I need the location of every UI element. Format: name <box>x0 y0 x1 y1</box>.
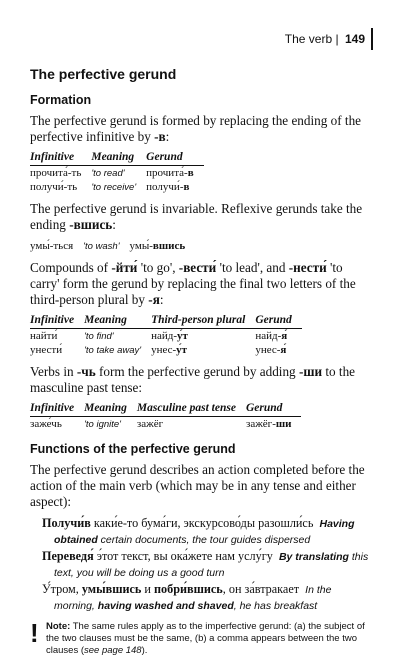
example-1: Получи́в каки́е-то бума́ги, экскурсово́ды разошли́сь Having obtained certain documents, the tour guides dispersed <box>42 516 355 546</box>
col-infinitive: Infinitive <box>30 151 75 163</box>
table-row: прочита́-ть 'to read' прочита́-в <box>30 167 194 179</box>
table-row: получи́-ть 'to receive' получи́-в <box>30 181 190 193</box>
col-infinitive: Infinitive <box>30 314 75 326</box>
table-row: умы́-ться 'to wash' умы́-вшись <box>30 240 186 252</box>
note-box <box>30 618 373 657</box>
functions-intro: The perfective gerund describes an action completed before the action of the main verb (which may be in any tense and either aspect): <box>30 462 365 509</box>
section-title: The perfective gerund <box>30 66 177 82</box>
running-title: The verb <box>284 32 333 46</box>
table-basic-gerund <box>30 151 204 194</box>
header-separator: | <box>335 32 339 46</box>
formation-heading: Formation <box>30 93 92 107</box>
table-row: найти́ 'to find' найд-у́т найд-я́ <box>30 330 288 342</box>
ending-v: -в <box>154 129 166 144</box>
col-meaning: Meaning <box>84 402 127 414</box>
see-page-reference: see page 148 <box>84 645 142 656</box>
col-gerund: Gerund <box>245 402 283 414</box>
formation-paragraph-3: Compounds of -йти́ 'to go', -вести́ 'to lead', and -нести́ 'to carry' form the gerund by replacing the final two letters of the third-person plural by -я: <box>30 260 356 307</box>
ending-vshis: -вшись <box>69 217 113 232</box>
table-chj-gerund <box>30 402 301 431</box>
table-compound-gerund <box>30 314 302 357</box>
col-masculine-past: Masculine past tense <box>136 402 236 414</box>
table-row: заже́чь 'to ignite' зажёг зажёг-ши <box>30 418 292 430</box>
exclamation-icon: ! <box>30 618 39 648</box>
formation-paragraph-1: The perfective gerund is formed by replacing the ending of the perfective infinitive by -в: <box>30 113 362 144</box>
table-row: унести́ 'to take away' унес-у́т унес-я́ <box>30 344 287 356</box>
table-reflexive-gerund <box>30 239 195 253</box>
col-gerund: Gerund <box>146 151 183 163</box>
col-meaning: Meaning <box>84 314 127 326</box>
running-header <box>285 28 373 50</box>
col-meaning: Meaning <box>91 151 135 163</box>
page-number: 149 <box>344 32 365 46</box>
formation-paragraph-2: The perfective gerund is invariable. Reflexive gerunds take the ending -вшись: <box>30 201 363 232</box>
header-rule <box>371 28 373 50</box>
col-third-person-plural: Third-person plural <box>151 314 246 326</box>
col-gerund: Gerund <box>255 314 292 326</box>
formation-paragraph-4: Verbs in -чь form the perfective gerund by adding -ши to the masculine past tense: <box>30 364 356 395</box>
note-text: Note: The same rules apply as to the imperfective gerund: (a) the subject of the two clauses must be the same, (b) a comma appears between the two clauses (see page 148). <box>46 621 365 656</box>
example-2: Переведя́ э́тот текст, вы ока́жете нам услу́гу By translating this text, you will be doing us a good turn <box>42 549 369 579</box>
functions-heading: Functions of the perfective gerund <box>30 442 236 456</box>
example-3: У́тром, умы́вшись и побри́вшись, он за́втракает In the morning, having washed and shaved, he has breakfast <box>42 582 332 612</box>
col-infinitive: Infinitive <box>30 402 75 414</box>
